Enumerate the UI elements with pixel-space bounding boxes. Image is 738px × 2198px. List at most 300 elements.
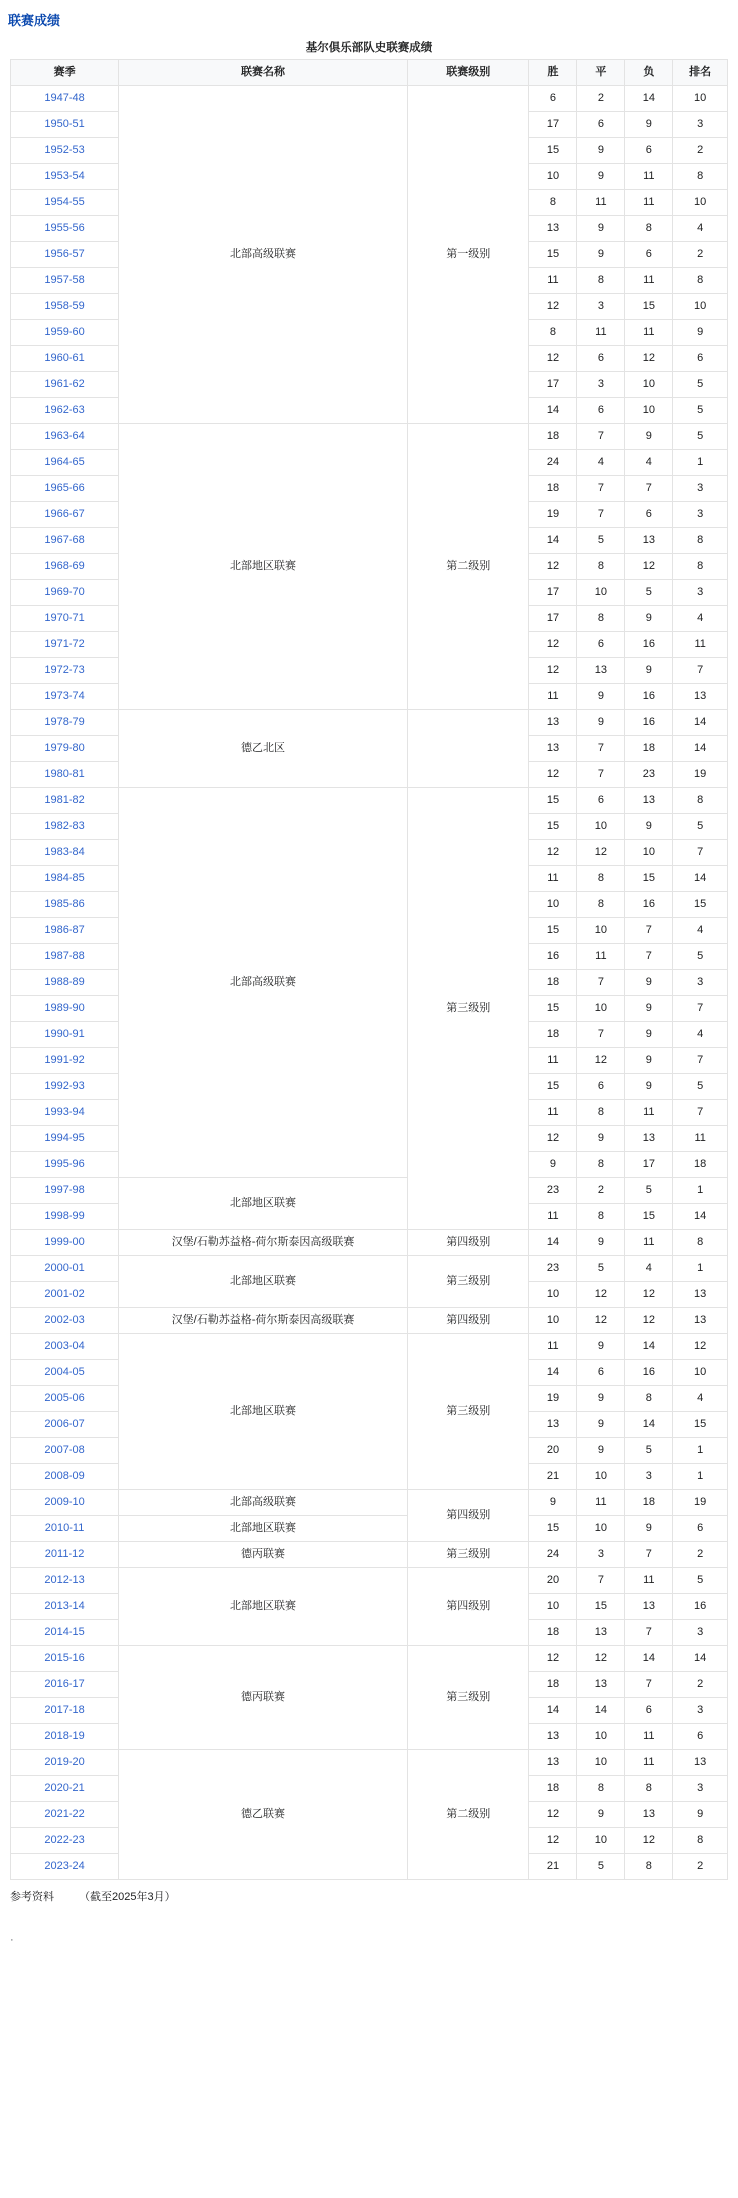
losses-cell: 9 <box>625 606 673 632</box>
wins-cell: 10 <box>529 1594 577 1620</box>
rank-cell: 3 <box>673 970 728 996</box>
table-row <box>11 710 728 736</box>
season-cell[interactable]: 2005-06 <box>11 1386 119 1412</box>
losses-cell: 14 <box>625 1646 673 1672</box>
season-cell[interactable]: 1990-91 <box>11 1022 119 1048</box>
draws-cell: 9 <box>577 138 625 164</box>
wins-cell: 13 <box>529 710 577 736</box>
season-cell[interactable]: 1956-57 <box>11 242 119 268</box>
rank-cell: 2 <box>673 1854 728 1880</box>
season-cell[interactable]: 1954-55 <box>11 190 119 216</box>
losses-cell: 16 <box>625 1360 673 1386</box>
table-row <box>11 1334 728 1360</box>
losses-cell: 5 <box>625 1438 673 1464</box>
season-cell[interactable]: 2018-19 <box>11 1724 119 1750</box>
page-title: 联赛成绩 <box>8 13 61 28</box>
season-cell[interactable]: 2013-14 <box>11 1594 119 1620</box>
rank-cell: 13 <box>673 1750 728 1776</box>
wins-cell: 16 <box>529 944 577 970</box>
wins-cell: 10 <box>529 164 577 190</box>
rank-cell: 12 <box>673 1334 728 1360</box>
wins-cell: 10 <box>529 892 577 918</box>
losses-cell: 6 <box>625 502 673 528</box>
wins-cell: 14 <box>529 398 577 424</box>
draws-cell: 10 <box>577 918 625 944</box>
draws-cell: 4 <box>577 450 625 476</box>
draws-cell: 6 <box>577 788 625 814</box>
draws-cell: 7 <box>577 736 625 762</box>
league-level-cell: 第二级别 <box>407 1750 529 1880</box>
season-cell[interactable]: 1981-82 <box>11 788 119 814</box>
losses-cell: 7 <box>625 1672 673 1698</box>
rank-cell: 3 <box>673 1776 728 1802</box>
losses-cell: 9 <box>625 1048 673 1074</box>
losses-cell: 9 <box>625 1074 673 1100</box>
losses-cell: 7 <box>625 1620 673 1646</box>
references-note: （截至2025年3月） <box>79 1891 176 1903</box>
losses-cell: 9 <box>625 996 673 1022</box>
wins-cell: 15 <box>529 1074 577 1100</box>
season-cell[interactable]: 1955-56 <box>11 216 119 242</box>
season-cell[interactable]: 1960-61 <box>11 346 119 372</box>
rank-cell: 1 <box>673 1178 728 1204</box>
column-header-rank: 排名 <box>673 60 728 86</box>
losses-cell: 14 <box>625 1412 673 1438</box>
season-cell[interactable]: 2011-12 <box>11 1542 119 1568</box>
draws-cell: 3 <box>577 294 625 320</box>
losses-cell: 10 <box>625 372 673 398</box>
season-cell[interactable]: 1998-99 <box>11 1204 119 1230</box>
league-level-cell: 第四级别 <box>407 1308 529 1334</box>
season-cell[interactable]: 2022-23 <box>11 1828 119 1854</box>
draws-cell: 7 <box>577 1022 625 1048</box>
wins-cell: 9 <box>529 1490 577 1516</box>
season-cell[interactable]: 2007-08 <box>11 1438 119 1464</box>
draws-cell: 12 <box>577 1308 625 1334</box>
rank-cell: 6 <box>673 1516 728 1542</box>
draws-cell: 8 <box>577 1776 625 1802</box>
wins-cell: 11 <box>529 866 577 892</box>
draws-cell: 7 <box>577 1568 625 1594</box>
season-cell[interactable]: 2003-04 <box>11 1334 119 1360</box>
league-level-cell: 第三级别 <box>407 788 529 1230</box>
draws-cell: 6 <box>577 346 625 372</box>
table-row <box>11 1178 728 1204</box>
season-cell[interactable]: 1965-66 <box>11 476 119 502</box>
league-name-cell: 德乙北区 <box>119 710 408 788</box>
rank-cell: 13 <box>673 1282 728 1308</box>
rank-cell: 8 <box>673 164 728 190</box>
draws-cell: 3 <box>577 1542 625 1568</box>
losses-cell: 3 <box>625 1464 673 1490</box>
losses-cell: 16 <box>625 892 673 918</box>
draws-cell: 12 <box>577 1646 625 1672</box>
losses-cell: 12 <box>625 554 673 580</box>
draws-cell: 8 <box>577 866 625 892</box>
draws-cell: 9 <box>577 216 625 242</box>
losses-cell: 9 <box>625 1516 673 1542</box>
wins-cell: 19 <box>529 1386 577 1412</box>
league-name-cell: 北部地区联赛 <box>119 1516 408 1542</box>
season-cell[interactable]: 1982-83 <box>11 814 119 840</box>
season-cell[interactable]: 1957-58 <box>11 268 119 294</box>
rank-cell: 5 <box>673 944 728 970</box>
rank-cell: 13 <box>673 684 728 710</box>
draws-cell: 8 <box>577 1152 625 1178</box>
rank-cell: 14 <box>673 710 728 736</box>
rank-cell: 13 <box>673 1308 728 1334</box>
wins-cell: 17 <box>529 372 577 398</box>
season-cell[interactable]: 1970-71 <box>11 606 119 632</box>
wins-cell: 14 <box>529 1230 577 1256</box>
season-cell[interactable]: 1966-67 <box>11 502 119 528</box>
wins-cell: 13 <box>529 1412 577 1438</box>
losses-cell: 17 <box>625 1152 673 1178</box>
rank-cell: 8 <box>673 788 728 814</box>
wins-cell: 15 <box>529 242 577 268</box>
season-cell[interactable]: 1953-54 <box>11 164 119 190</box>
losses-cell: 4 <box>625 1256 673 1282</box>
league-name-cell: 北部地区联赛 <box>119 1334 408 1490</box>
wins-cell: 15 <box>529 1516 577 1542</box>
league-name-cell: 北部高级联赛 <box>119 1490 408 1516</box>
season-cell[interactable]: 1967-68 <box>11 528 119 554</box>
season-cell[interactable]: 1962-63 <box>11 398 119 424</box>
season-cell[interactable]: 2015-16 <box>11 1646 119 1672</box>
league-level-cell: 第四级别 <box>407 1490 529 1542</box>
draws-cell: 8 <box>577 1100 625 1126</box>
season-cell[interactable]: 2002-03 <box>11 1308 119 1334</box>
losses-cell: 14 <box>625 86 673 112</box>
season-cell[interactable]: 2014-15 <box>11 1620 119 1646</box>
rank-cell: 5 <box>673 398 728 424</box>
losses-cell: 7 <box>625 1542 673 1568</box>
losses-cell: 10 <box>625 398 673 424</box>
season-cell[interactable]: 1964-65 <box>11 450 119 476</box>
wins-cell: 8 <box>529 190 577 216</box>
rank-cell: 14 <box>673 1646 728 1672</box>
rank-cell: 4 <box>673 1386 728 1412</box>
losses-cell: 11 <box>625 320 673 346</box>
losses-cell: 7 <box>625 918 673 944</box>
league-level-cell: 第三级别 <box>407 1334 529 1490</box>
wins-cell: 12 <box>529 294 577 320</box>
league-name-cell: 德丙联赛 <box>119 1542 408 1568</box>
wins-cell: 14 <box>529 528 577 554</box>
draws-cell: 8 <box>577 1204 625 1230</box>
wins-cell: 18 <box>529 424 577 450</box>
draws-cell: 8 <box>577 892 625 918</box>
references-block <box>10 1888 728 1904</box>
draws-cell: 8 <box>577 606 625 632</box>
rank-cell: 4 <box>673 216 728 242</box>
season-cell[interactable]: 2001-02 <box>11 1282 119 1308</box>
season-cell[interactable]: 1947-48 <box>11 86 119 112</box>
season-cell[interactable]: 2019-20 <box>11 1750 119 1776</box>
rank-cell: 5 <box>673 814 728 840</box>
rank-cell: 4 <box>673 606 728 632</box>
draws-cell: 9 <box>577 1412 625 1438</box>
season-cell[interactable]: 2023-24 <box>11 1854 119 1880</box>
season-cell[interactable]: 1991-92 <box>11 1048 119 1074</box>
table-row <box>11 1750 728 1776</box>
losses-cell: 9 <box>625 814 673 840</box>
season-cell[interactable]: 1978-79 <box>11 710 119 736</box>
losses-cell: 11 <box>625 190 673 216</box>
league-level-cell <box>407 710 529 788</box>
losses-cell: 23 <box>625 762 673 788</box>
wins-cell: 11 <box>529 1100 577 1126</box>
draws-cell: 9 <box>577 1386 625 1412</box>
rank-cell: 15 <box>673 892 728 918</box>
losses-cell: 11 <box>625 1750 673 1776</box>
season-cell[interactable]: 1963-64 <box>11 424 119 450</box>
season-cell[interactable]: 2012-13 <box>11 1568 119 1594</box>
wins-cell: 23 <box>529 1178 577 1204</box>
wins-cell: 18 <box>529 1620 577 1646</box>
draws-cell: 7 <box>577 502 625 528</box>
draws-cell: 9 <box>577 1438 625 1464</box>
losses-cell: 9 <box>625 1022 673 1048</box>
rank-cell: 3 <box>673 1620 728 1646</box>
losses-cell: 5 <box>625 580 673 606</box>
season-cell[interactable]: 2020-21 <box>11 1776 119 1802</box>
draws-cell: 6 <box>577 398 625 424</box>
season-cell[interactable]: 1968-69 <box>11 554 119 580</box>
rank-cell: 7 <box>673 840 728 866</box>
rank-cell: 1 <box>673 1438 728 1464</box>
season-cell[interactable]: 1969-70 <box>11 580 119 606</box>
draws-cell: 10 <box>577 1828 625 1854</box>
draws-cell: 6 <box>577 632 625 658</box>
column-header-draws: 平 <box>577 60 625 86</box>
wins-cell: 12 <box>529 658 577 684</box>
losses-cell: 8 <box>625 1854 673 1880</box>
draws-cell: 12 <box>577 1282 625 1308</box>
season-cell[interactable]: 2017-18 <box>11 1698 119 1724</box>
draws-cell: 9 <box>577 242 625 268</box>
draws-cell: 5 <box>577 1854 625 1880</box>
losses-cell: 16 <box>625 710 673 736</box>
rank-cell: 2 <box>673 1672 728 1698</box>
losses-cell: 15 <box>625 1204 673 1230</box>
wins-cell: 12 <box>529 1802 577 1828</box>
wins-cell: 18 <box>529 1776 577 1802</box>
draws-cell: 6 <box>577 1360 625 1386</box>
wins-cell: 6 <box>529 86 577 112</box>
season-cell[interactable]: 2006-07 <box>11 1412 119 1438</box>
season-cell[interactable]: 2009-10 <box>11 1490 119 1516</box>
rank-cell: 10 <box>673 190 728 216</box>
table-row <box>11 1542 728 1568</box>
draws-cell: 12 <box>577 1048 625 1074</box>
draws-cell: 7 <box>577 476 625 502</box>
losses-cell: 11 <box>625 1724 673 1750</box>
rank-cell: 4 <box>673 918 728 944</box>
rank-cell: 1 <box>673 1464 728 1490</box>
wins-cell: 11 <box>529 268 577 294</box>
wins-cell: 18 <box>529 1672 577 1698</box>
losses-cell: 12 <box>625 346 673 372</box>
draws-cell: 3 <box>577 372 625 398</box>
draws-cell: 7 <box>577 762 625 788</box>
draws-cell: 9 <box>577 1126 625 1152</box>
season-cell[interactable]: 2010-11 <box>11 1516 119 1542</box>
season-cell[interactable]: 1989-90 <box>11 996 119 1022</box>
wins-cell: 24 <box>529 1542 577 1568</box>
rank-cell: 6 <box>673 1724 728 1750</box>
rank-cell: 3 <box>673 1698 728 1724</box>
wins-cell: 12 <box>529 762 577 788</box>
season-cell[interactable]: 1986-87 <box>11 918 119 944</box>
rank-cell: 14 <box>673 1204 728 1230</box>
season-cell[interactable]: 1987-88 <box>11 944 119 970</box>
wins-cell: 23 <box>529 1256 577 1282</box>
draws-cell: 9 <box>577 1802 625 1828</box>
season-cell[interactable]: 1980-81 <box>11 762 119 788</box>
season-cell[interactable]: 2008-09 <box>11 1464 119 1490</box>
season-cell[interactable]: 1952-53 <box>11 138 119 164</box>
wins-cell: 13 <box>529 1750 577 1776</box>
draws-cell: 9 <box>577 1334 625 1360</box>
draws-cell: 10 <box>577 814 625 840</box>
draws-cell: 11 <box>577 190 625 216</box>
wins-cell: 17 <box>529 112 577 138</box>
draws-cell: 9 <box>577 710 625 736</box>
wins-cell: 15 <box>529 918 577 944</box>
rank-cell: 10 <box>673 294 728 320</box>
draws-cell: 9 <box>577 684 625 710</box>
season-cell[interactable]: 1961-62 <box>11 372 119 398</box>
wins-cell: 10 <box>529 1282 577 1308</box>
draws-cell: 12 <box>577 840 625 866</box>
wins-cell: 15 <box>529 996 577 1022</box>
table-row <box>11 86 728 112</box>
season-cell[interactable]: 1984-85 <box>11 866 119 892</box>
draws-cell: 11 <box>577 1490 625 1516</box>
season-cell[interactable]: 2016-17 <box>11 1672 119 1698</box>
losses-cell: 9 <box>625 970 673 996</box>
wins-cell: 17 <box>529 606 577 632</box>
season-cell[interactable]: 2021-22 <box>11 1802 119 1828</box>
draws-cell: 7 <box>577 424 625 450</box>
league-name-cell: 北部地区联赛 <box>119 1178 408 1230</box>
losses-cell: 11 <box>625 164 673 190</box>
losses-cell: 9 <box>625 658 673 684</box>
draws-cell: 6 <box>577 1074 625 1100</box>
wins-cell: 17 <box>529 580 577 606</box>
wins-cell: 12 <box>529 1646 577 1672</box>
column-header-league: 联赛名称 <box>119 60 408 86</box>
losses-cell: 14 <box>625 1334 673 1360</box>
table-row <box>11 1230 728 1256</box>
rank-cell: 10 <box>673 86 728 112</box>
season-cell[interactable]: 1973-74 <box>11 684 119 710</box>
league-level-cell: 第一级别 <box>407 86 529 424</box>
wins-cell: 20 <box>529 1438 577 1464</box>
season-cell[interactable]: 2000-01 <box>11 1256 119 1282</box>
draws-cell: 11 <box>577 944 625 970</box>
table-row <box>11 1308 728 1334</box>
season-cell[interactable]: 1959-60 <box>11 320 119 346</box>
season-cell[interactable]: 1985-86 <box>11 892 119 918</box>
losses-cell: 6 <box>625 138 673 164</box>
wins-cell: 20 <box>529 1568 577 1594</box>
rank-cell: 2 <box>673 242 728 268</box>
wins-cell: 11 <box>529 1204 577 1230</box>
losses-cell: 13 <box>625 788 673 814</box>
season-cell[interactable]: 1997-98 <box>11 1178 119 1204</box>
losses-cell: 16 <box>625 684 673 710</box>
wins-cell: 18 <box>529 476 577 502</box>
league-level-cell: 第三级别 <box>407 1542 529 1568</box>
rank-cell: 11 <box>673 632 728 658</box>
draws-cell: 10 <box>577 1750 625 1776</box>
season-cell[interactable]: 2004-05 <box>11 1360 119 1386</box>
league-level-cell: 第三级别 <box>407 1646 529 1750</box>
table-row <box>11 1256 728 1282</box>
draws-cell: 9 <box>577 1230 625 1256</box>
wins-cell: 21 <box>529 1464 577 1490</box>
table-row <box>11 1490 728 1516</box>
rank-cell: 3 <box>673 476 728 502</box>
season-cell[interactable]: 1958-59 <box>11 294 119 320</box>
season-cell[interactable]: 1994-95 <box>11 1126 119 1152</box>
column-header-level: 联赛级别 <box>407 60 529 86</box>
season-cell[interactable]: 1999-00 <box>11 1230 119 1256</box>
league-level-cell: 第四级别 <box>407 1230 529 1256</box>
season-cell[interactable]: 1988-89 <box>11 970 119 996</box>
rank-cell: 4 <box>673 1022 728 1048</box>
draws-cell: 7 <box>577 970 625 996</box>
losses-cell: 8 <box>625 216 673 242</box>
wins-cell: 18 <box>529 970 577 996</box>
losses-cell: 10 <box>625 840 673 866</box>
rank-cell: 19 <box>673 762 728 788</box>
season-cell[interactable]: 1979-80 <box>11 736 119 762</box>
rank-cell: 10 <box>673 1360 728 1386</box>
season-cell[interactable]: 1950-51 <box>11 112 119 138</box>
table-row <box>11 788 728 814</box>
wins-cell: 12 <box>529 346 577 372</box>
season-cell[interactable]: 1971-72 <box>11 632 119 658</box>
wins-cell: 12 <box>529 840 577 866</box>
rank-cell: 8 <box>673 268 728 294</box>
draws-cell: 13 <box>577 1620 625 1646</box>
rank-cell: 3 <box>673 112 728 138</box>
league-name-cell: 北部高级联赛 <box>119 86 408 424</box>
losses-cell: 12 <box>625 1282 673 1308</box>
losses-cell: 9 <box>625 424 673 450</box>
column-header-losses: 负 <box>625 60 673 86</box>
league-results-table <box>10 59 728 1880</box>
rank-cell: 3 <box>673 502 728 528</box>
losses-cell: 16 <box>625 632 673 658</box>
league-level-cell: 第三级别 <box>407 1256 529 1308</box>
rank-cell: 14 <box>673 736 728 762</box>
rank-cell: 2 <box>673 1542 728 1568</box>
rank-cell: 8 <box>673 1230 728 1256</box>
season-cell[interactable]: 1995-96 <box>11 1152 119 1178</box>
season-cell[interactable]: 1972-73 <box>11 658 119 684</box>
wins-cell: 12 <box>529 632 577 658</box>
table-row <box>11 424 728 450</box>
season-cell[interactable]: 1992-93 <box>11 1074 119 1100</box>
season-cell[interactable]: 1993-94 <box>11 1100 119 1126</box>
column-header-season: 赛季 <box>11 60 119 86</box>
season-cell[interactable]: 1983-84 <box>11 840 119 866</box>
rank-cell: 7 <box>673 996 728 1022</box>
